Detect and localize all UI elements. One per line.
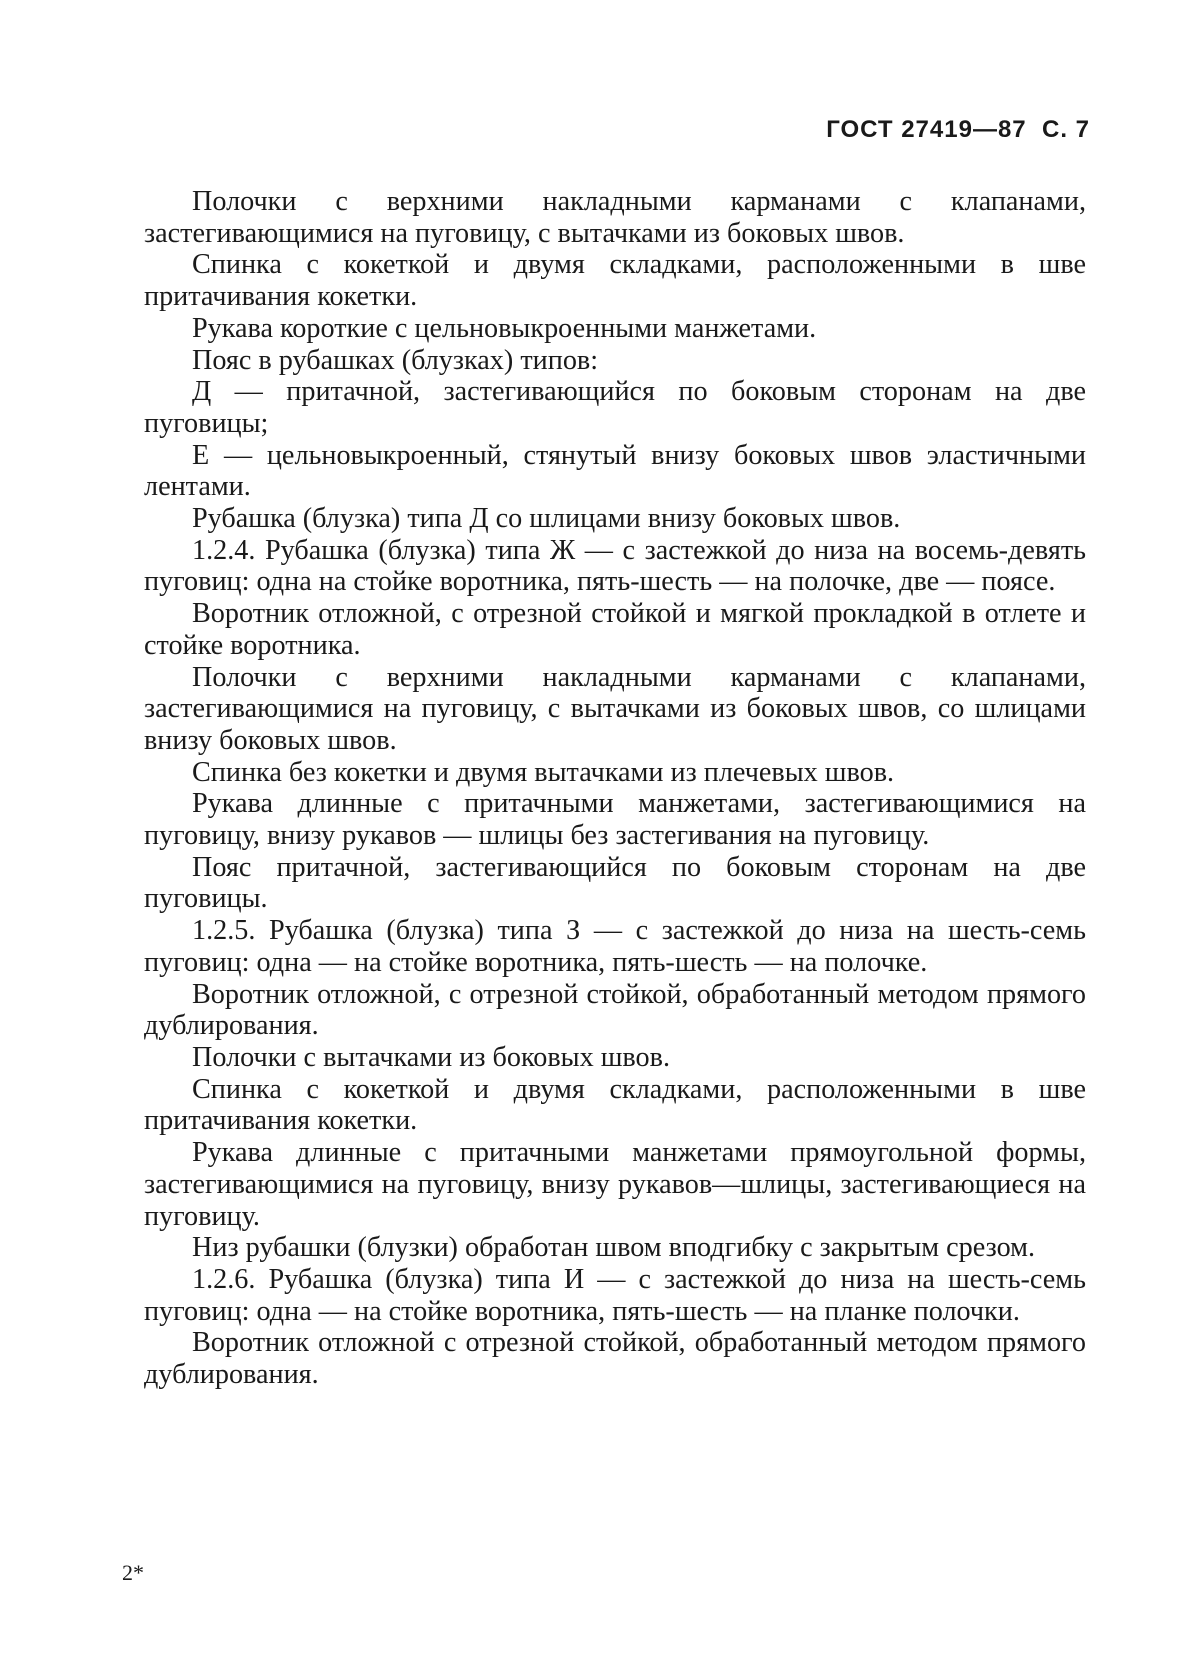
body-text bbox=[144, 186, 1086, 1391]
sheet-signature: 2* bbox=[122, 1560, 144, 1585]
paragraph: Низ рубашки (блузки) обработан швом вподгибку с закрытым срезом. bbox=[192, 1232, 1036, 1264]
paragraph: Полочки с вытачками из боковых швов. bbox=[192, 1041, 671, 1073]
standard-number: ГОСТ 27419—87 bbox=[826, 116, 1027, 143]
paragraph: 1.2.4. Рубашка (блузка) типа Ж — с застежкой до низа на восемь-девять пуговиц: одна на стойке воротника, пять-шесть — на полочке, две — поясе. bbox=[144, 534, 1086, 598]
paragraph: Полочки с верхними накладными карманами с клапанами, застегивающимися на пуговицу, с вытачками из боковых швов. bbox=[144, 186, 1086, 249]
paragraph: Рукава длинные с притачными манжетами, застегивающимися на пуговицу, внизу рукавов — шлицы без застегивания на пуговицу. bbox=[144, 788, 1086, 852]
paragraph: Воротник отложной, с отрезной стойкой и мягкой прокладкой в отлете и стойке воротника. bbox=[144, 598, 1086, 661]
paragraph: 1.2.5. Рубашка (блузка) типа З — с застежкой до низа на шесть-семь пуговиц: одна — на стойке воротника, пять-шесть — на полочке. bbox=[144, 915, 1086, 978]
page-number: С. 7 bbox=[1041, 116, 1090, 143]
page-header bbox=[826, 116, 1090, 144]
paragraph: Спинка с кокеткой и двумя складками, расположенными в шве притачивания кокетки. bbox=[144, 1073, 1086, 1137]
paragraph: Воротник отложной, с отрезной стойкой, обработанный методом прямого дублирования. bbox=[144, 978, 1086, 1042]
paragraph: Пояс в рубашках (блузках) типов: bbox=[192, 344, 599, 376]
paragraph: Е — цельновыкроенный, стянутый внизу боковых швов эластичными лентами. bbox=[144, 439, 1086, 503]
paragraph: Д — притачной, застегивающийся по боковым сторонам на две пуговицы; bbox=[144, 376, 1086, 439]
paragraph: Рубашка (блузка) типа Д со шлицами внизу боковых швов. bbox=[192, 503, 901, 535]
paragraph: Рукава длинные с притачными манжетами прямоугольной формы, застегивающимися на пуговицу, внизу рукавов—шлицы, застегивающиеся на пуговицу. bbox=[144, 1137, 1086, 1232]
paragraph: 1.2.6. Рубашка (блузка) типа И — с застежкой до низа на шесть-семь пуговиц: одна — на стойке воротника, пять-шесть — на планке полочки. bbox=[144, 1263, 1086, 1327]
paragraph: Рукава короткие с цельновыкроенными манжетами. bbox=[192, 312, 817, 344]
paragraph: Пояс притачной, застегивающийся по боковым сторонам на две пуговицы. bbox=[144, 851, 1086, 915]
paragraph: Спинка без кокетки и двумя вытачками из плечевых швов. bbox=[192, 756, 895, 788]
paragraph: Спинка с кокеткой и двумя складками, расположенными в шве притачивания кокетки. bbox=[144, 249, 1086, 313]
paragraph: Воротник отложной с отрезной стойкой, обработанный методом прямого дублирования. bbox=[144, 1327, 1086, 1391]
paragraph: Полочки с верхними накладными карманами с клапанами, застегивающимися на пуговицу, с вытачками из боковых швов, со шлицами внизу боковых швов. bbox=[144, 661, 1086, 756]
